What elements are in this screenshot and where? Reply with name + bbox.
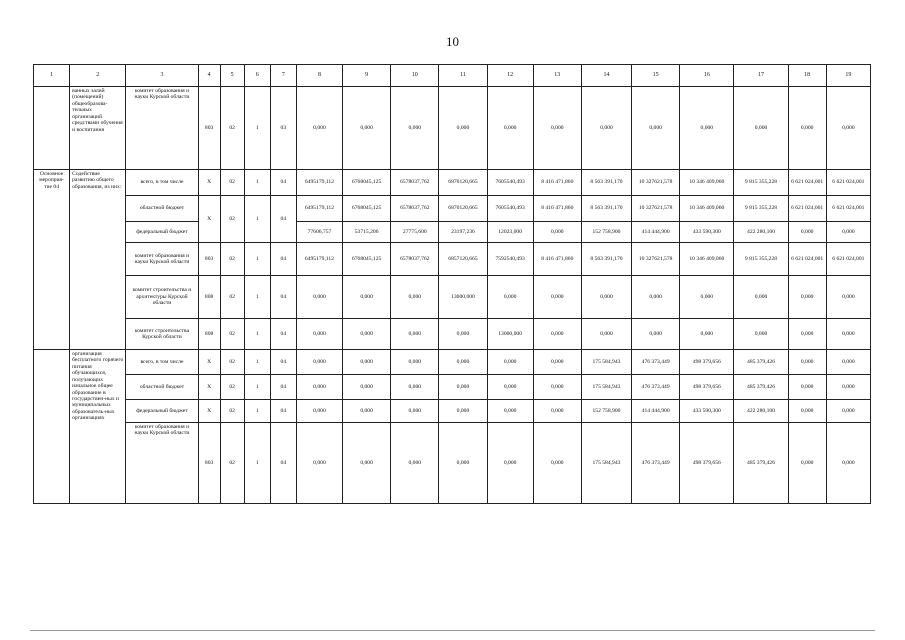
- header-row: [34, 65, 871, 87]
- col-header: 4: [198, 65, 220, 87]
- col-header: 13: [533, 65, 581, 87]
- value-cell: 0,000: [826, 276, 870, 319]
- col-header: 12: [487, 65, 533, 87]
- value-cell: 7592540,493: [487, 243, 533, 276]
- measure-description: Содействие развитию общего образования, из них:: [70, 170, 126, 350]
- code-om: 04: [270, 375, 296, 400]
- code-gp: 02: [220, 196, 244, 243]
- value-cell: 0,000: [439, 87, 487, 170]
- measure-description: ванных залий (помещений) общеобразова-тельных организаций средствами обучения и воспитания: [70, 87, 126, 170]
- value-cell: 0,000: [734, 319, 788, 350]
- value-cell: 0,000: [826, 87, 870, 170]
- value-cell: 0,000: [439, 375, 487, 400]
- value-cell: 0,000: [826, 350, 870, 375]
- code-pgp: 1: [244, 243, 270, 276]
- value-cell: 8 416 471,860: [533, 243, 581, 276]
- value-cell: 0,000: [296, 87, 342, 170]
- value-cell: 433 590,300: [680, 400, 734, 423]
- value-cell: 414 444,900: [632, 400, 680, 423]
- code-grbs: Х: [198, 375, 220, 400]
- code-pgp: 1: [244, 400, 270, 423]
- value-cell: 422 280,100: [734, 222, 788, 243]
- value-cell: 433 590,300: [680, 222, 734, 243]
- value-cell: 476 373,449: [632, 375, 680, 400]
- col-header: 5: [220, 65, 244, 87]
- value-cell: 0,000: [343, 400, 391, 423]
- measure-description: организация бесплатного горячего питания обучающихся, получающих начальное общее образование в государствен-ных и муниципальных образователь-ных организациях: [70, 350, 126, 504]
- value-cell: 13000,000: [439, 276, 487, 319]
- value-cell: 0,000: [533, 375, 581, 400]
- value-cell: 0,000: [391, 350, 439, 375]
- value-cell: 175 584,943: [581, 423, 631, 504]
- col-header: 2: [70, 65, 126, 87]
- value-cell: 10 327621,578: [632, 196, 680, 222]
- value-cell: 0,000: [788, 375, 826, 400]
- measure-number: Основное мероприя-тие 04: [34, 170, 70, 350]
- code-pgp: 1: [244, 350, 270, 375]
- value-cell: 0,000: [391, 87, 439, 170]
- value-cell: 0,000: [788, 276, 826, 319]
- value-cell: 10 327621,578: [632, 243, 680, 276]
- value-cell: 175 584,943: [581, 350, 631, 375]
- value-cell: 0,000: [734, 276, 788, 319]
- code-om: 04: [270, 170, 296, 196]
- value-cell: 9 815 355,228: [734, 170, 788, 196]
- value-cell: 498 379,656: [680, 423, 734, 504]
- value-cell: 6768045,125: [343, 243, 391, 276]
- value-cell: 0,000: [391, 276, 439, 319]
- value-cell: 0,000: [533, 222, 581, 243]
- value-cell: 0,000: [343, 276, 391, 319]
- code-grbs: 803: [198, 87, 220, 170]
- value-cell: 0,000: [296, 350, 342, 375]
- value-cell: 0,000: [533, 319, 581, 350]
- value-cell: 6495179,112: [296, 170, 342, 196]
- responsible-executor: комитет образования и науки Курской области: [126, 243, 198, 276]
- value-cell: 485 379,426: [734, 423, 788, 504]
- value-cell: 0,000: [296, 400, 342, 423]
- value-cell: 7605540,493: [487, 170, 533, 196]
- code-pgp: 1: [244, 423, 270, 504]
- value-cell: 0,000: [487, 423, 533, 504]
- code-grbs: Х: [198, 350, 220, 375]
- value-cell: 0,000: [581, 276, 631, 319]
- code-gp: 02: [220, 400, 244, 423]
- value-cell: 0,000: [391, 400, 439, 423]
- value-cell: 0,000: [680, 276, 734, 319]
- value-cell: 152 758,900: [581, 400, 631, 423]
- value-cell: 9 815 355,228: [734, 196, 788, 222]
- code-pgp: 1: [244, 170, 270, 196]
- value-cell: 0,000: [487, 276, 533, 319]
- value-cell: 152 758,900: [581, 222, 631, 243]
- col-header: 6: [244, 65, 270, 87]
- code-om: 04: [270, 319, 296, 350]
- code-grbs: 803: [198, 423, 220, 504]
- col-header: 15: [632, 65, 680, 87]
- col-header: 19: [826, 65, 870, 87]
- value-cell: 0,000: [826, 319, 870, 350]
- code-pgp: 1: [244, 375, 270, 400]
- table-row: [34, 87, 871, 170]
- code-grbs: 808: [198, 276, 220, 319]
- value-cell: 0,000: [826, 375, 870, 400]
- col-header: 10: [391, 65, 439, 87]
- value-cell: 0,000: [533, 350, 581, 375]
- responsible-executor: комитет строительства Курской области: [126, 319, 198, 350]
- value-cell: 10 327621,578: [632, 170, 680, 196]
- funding-source: областной бюджет: [126, 375, 198, 400]
- responsible-executor: комитет образования и науки Курской области: [126, 423, 198, 504]
- value-cell: 0,000: [343, 423, 391, 504]
- code-om: 04: [270, 243, 296, 276]
- code-grbs: Х: [198, 196, 220, 243]
- code-grbs: Х: [198, 400, 220, 423]
- table-row: [34, 222, 871, 243]
- budget-table: [33, 64, 871, 504]
- value-cell: 13000,000: [487, 319, 533, 350]
- table-row: [34, 170, 871, 196]
- code-om: 03: [270, 87, 296, 170]
- value-cell: 10 346 409,060: [680, 196, 734, 222]
- value-cell: 10 346 409,060: [680, 170, 734, 196]
- value-cell: 6 621 024,001: [826, 196, 870, 222]
- col-header: 9: [343, 65, 391, 87]
- value-cell: 10 346 409,060: [680, 243, 734, 276]
- value-cell: 0,000: [533, 423, 581, 504]
- value-cell: 8 563 391,170: [581, 243, 631, 276]
- col-header: 8: [296, 65, 342, 87]
- col-header: 11: [439, 65, 487, 87]
- value-cell: 476 373,449: [632, 423, 680, 504]
- value-cell: 0,000: [487, 400, 533, 423]
- value-cell: 0,000: [788, 350, 826, 375]
- col-header: 16: [680, 65, 734, 87]
- value-cell: 6 621 024,001: [788, 196, 826, 222]
- code-pgp: 1: [244, 87, 270, 170]
- value-cell: 6 621 024,001: [788, 243, 826, 276]
- value-cell: 0,000: [788, 423, 826, 504]
- value-cell: 0,000: [632, 319, 680, 350]
- value-cell: 0,000: [826, 423, 870, 504]
- value-cell: 27775,600: [391, 222, 439, 243]
- table-row: [34, 276, 871, 319]
- col-header: 3: [126, 65, 198, 87]
- value-cell: 0,000: [788, 222, 826, 243]
- value-cell: 0,000: [826, 400, 870, 423]
- table-row: [34, 319, 871, 350]
- value-cell: 6768045,125: [343, 170, 391, 196]
- value-cell: 9 815 355,228: [734, 243, 788, 276]
- value-cell: 77606,757: [296, 222, 342, 243]
- value-cell: 0,000: [296, 375, 342, 400]
- value-cell: 8 416 471,860: [533, 170, 581, 196]
- value-cell: 6857120,665: [439, 243, 487, 276]
- page-number: 10: [446, 34, 459, 49]
- col-header: 1: [34, 65, 70, 87]
- value-cell: 0,000: [343, 87, 391, 170]
- value-cell: 485 379,426: [734, 375, 788, 400]
- value-cell: 0,000: [533, 400, 581, 423]
- value-cell: 0,000: [487, 375, 533, 400]
- value-cell: 6 621 024,001: [826, 170, 870, 196]
- value-cell: 0,000: [296, 319, 342, 350]
- value-cell: 0,000: [788, 319, 826, 350]
- value-cell: 12023,000: [487, 222, 533, 243]
- table-row: [34, 375, 871, 400]
- page-bottom-rule: [30, 630, 875, 631]
- value-cell: 7605540,493: [487, 196, 533, 222]
- value-cell: 414 444,900: [632, 222, 680, 243]
- value-cell: 0,000: [391, 423, 439, 504]
- code-gp: 02: [220, 375, 244, 400]
- value-cell: 0,000: [487, 87, 533, 170]
- value-cell: 476 373,449: [632, 350, 680, 375]
- value-cell: 0,000: [296, 423, 342, 504]
- col-header: 17: [734, 65, 788, 87]
- value-cell: 8 563 391,170: [581, 170, 631, 196]
- value-cell: 0,000: [734, 87, 788, 170]
- cell-empty: [34, 350, 70, 504]
- value-cell: 0,000: [581, 319, 631, 350]
- value-cell: 498 379,656: [680, 350, 734, 375]
- responsible-executor: комитет строительства и архитектуры Курской области: [126, 276, 198, 319]
- code-gp: 02: [220, 243, 244, 276]
- value-cell: 0,000: [343, 319, 391, 350]
- value-cell: 0,000: [680, 319, 734, 350]
- value-cell: 0,000: [391, 375, 439, 400]
- value-cell: 422 280,100: [734, 400, 788, 423]
- value-cell: 0,000: [680, 87, 734, 170]
- value-cell: 485 379,426: [734, 350, 788, 375]
- value-cell: 6578037,762: [391, 243, 439, 276]
- value-cell: 8 563 391,170: [581, 196, 631, 222]
- value-cell: 0,000: [391, 319, 439, 350]
- code-om: 04: [270, 400, 296, 423]
- code-grbs: 803: [198, 243, 220, 276]
- code-pgp: 1: [244, 196, 270, 243]
- value-cell: 0,000: [533, 87, 581, 170]
- value-cell: 6870120,665: [439, 170, 487, 196]
- code-gp: 02: [220, 170, 244, 196]
- responsible-executor: комитет образования и науки Курской области: [126, 87, 198, 170]
- value-cell: 0,000: [296, 276, 342, 319]
- code-om: 04: [270, 196, 296, 243]
- value-cell: 0,000: [439, 423, 487, 504]
- table-row: [34, 350, 871, 375]
- value-cell: 0,000: [826, 222, 870, 243]
- cell-empty: [34, 87, 70, 170]
- value-cell: 0,000: [439, 400, 487, 423]
- code-grbs: 808: [198, 319, 220, 350]
- value-cell: 0,000: [788, 400, 826, 423]
- value-cell: 0,000: [343, 350, 391, 375]
- value-cell: 6495179,112: [296, 243, 342, 276]
- code-gp: 02: [220, 319, 244, 350]
- value-cell: 0,000: [581, 87, 631, 170]
- funding-source: федеральный бюджет: [126, 400, 198, 423]
- col-header: 14: [581, 65, 631, 87]
- value-cell: 6 621 024,001: [788, 170, 826, 196]
- value-cell: 0,000: [439, 350, 487, 375]
- value-cell: 0,000: [788, 87, 826, 170]
- code-pgp: 1: [244, 276, 270, 319]
- value-cell: 0,000: [343, 375, 391, 400]
- col-header: 18: [788, 65, 826, 87]
- value-cell: 23197,236: [439, 222, 487, 243]
- value-cell: 8 416 471,860: [533, 196, 581, 222]
- table-row: [34, 423, 871, 504]
- funding-source: всего, в том числе: [126, 170, 198, 196]
- code-om: 04: [270, 350, 296, 375]
- value-cell: 0,000: [533, 276, 581, 319]
- value-cell: 0,000: [439, 319, 487, 350]
- table-row: [34, 400, 871, 423]
- code-gp: 02: [220, 350, 244, 375]
- value-cell: 53715,206: [343, 222, 391, 243]
- funding-source: областной бюджет: [126, 196, 198, 222]
- value-cell: 0,000: [632, 87, 680, 170]
- value-cell: 6578037,762: [391, 196, 439, 222]
- code-gp: 02: [220, 423, 244, 504]
- funding-source: федеральный бюджет: [126, 222, 198, 243]
- value-cell: 0,000: [632, 276, 680, 319]
- value-cell: 0,000: [487, 350, 533, 375]
- value-cell: 498 379,656: [680, 375, 734, 400]
- code-gp: 02: [220, 276, 244, 319]
- funding-source: всего, в том числе: [126, 350, 198, 375]
- col-header: 7: [270, 65, 296, 87]
- table-row: [34, 243, 871, 276]
- code-gp: 02: [220, 87, 244, 170]
- value-cell: 6870120,665: [439, 196, 487, 222]
- code-om: 04: [270, 276, 296, 319]
- value-cell: 6578037,762: [391, 170, 439, 196]
- value-cell: 6495179,112: [296, 196, 342, 222]
- code-pgp: 1: [244, 319, 270, 350]
- value-cell: 6 621 024,001: [826, 243, 870, 276]
- code-om: 04: [270, 423, 296, 504]
- table-row: [34, 196, 871, 222]
- value-cell: 175 584,943: [581, 375, 631, 400]
- code-grbs: Х: [198, 170, 220, 196]
- value-cell: 6768045,125: [343, 196, 391, 222]
